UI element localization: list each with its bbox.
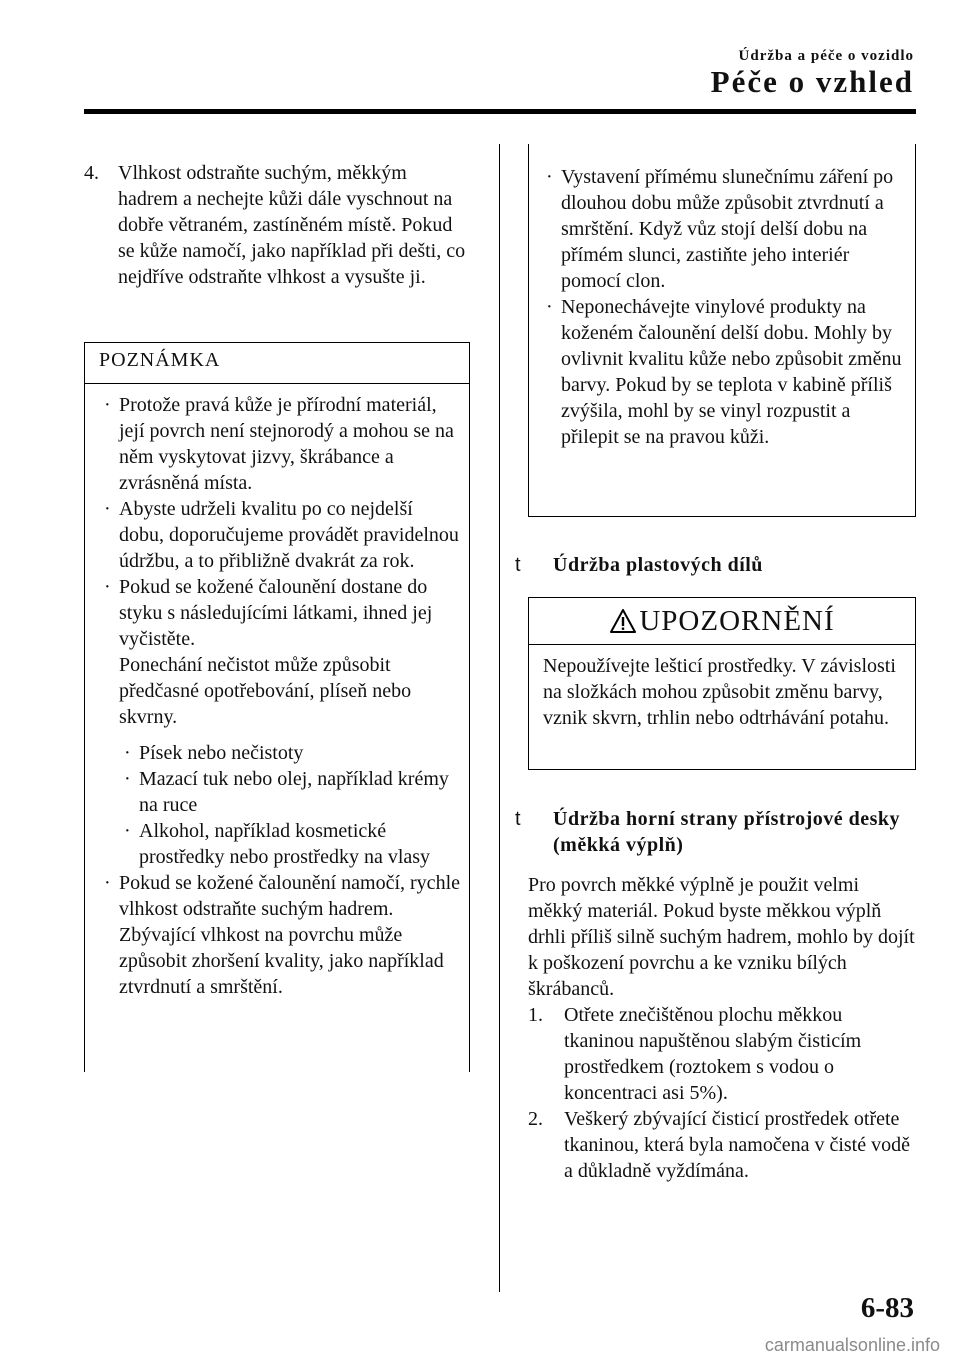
column-divider	[499, 144, 500, 1292]
step-number: 4.	[84, 162, 99, 184]
section-heading-dashboard	[515, 806, 915, 858]
note-box-continued	[528, 144, 916, 517]
section-marker-icon: t	[515, 554, 522, 576]
step-2	[528, 1106, 916, 1184]
note-bullet-text: Pokud se kožené čalounění namočí, rychle vlhkost odstraňte suchým hadrem. Zbývající vlhkost na povrchu může způsobit zhoršení kvality, jako například ztvrdnutí a smrštění.	[119, 872, 460, 998]
note-bullet-text: Vystavení přímému slunečnímu záření po dlouhou dobu může způsobit ztvrdnutí a smrštění. Když vůz stojí delší dobu na přímém slunci, zastiňte jeho interiér pomocí clon.	[561, 166, 894, 292]
bullet-dot: ·	[104, 498, 111, 520]
warning-text: Nepoužívejte lešticí prostředky. V závislosti na složkách mohou způsobit změnu barvy, vznik skvrn, trhlin nebo odtrhávání potahu.	[543, 655, 896, 729]
note-bullet	[541, 164, 905, 294]
note-bullet-text: Neponechávejte vinylové produkty na koženém čalounění delší dobu. Mohly by ovlivnit kvalitu kůže nebo způsobit změnu barvy. Pokud by se teplota v kabině příliš zvýšila, mohl by se vinyl rozpustit a přilepit se na pravou kůži.	[561, 296, 902, 448]
section-title: Údržba plastových dílů	[553, 554, 763, 576]
note-box	[84, 342, 470, 1072]
note-bullet	[99, 870, 461, 1000]
note-title: POZNÁMKA	[85, 343, 469, 384]
step-text: Otřete znečištěnou plochu měkkou tkaninou napuštěnou slabým čisticím prostředkem (roztokem s vodou o koncentraci asi 5%).	[564, 1004, 862, 1104]
warning-box	[528, 597, 916, 770]
note-bullet	[99, 574, 461, 730]
section-title: Údržba horní strany přístrojové desky (měkká výplň)	[553, 808, 901, 856]
warning-title: UPOZORNĚNÍ	[639, 605, 835, 637]
watermark: carmanualsonline.info	[764, 1335, 940, 1355]
bullet-dot: ·	[546, 166, 553, 188]
bullet-dot: ·	[104, 872, 111, 894]
bullet-dot: ·	[124, 820, 131, 842]
note-sub-text: Alkohol, například kosmetické prostředky nebo prostředky na vlasy	[139, 820, 431, 868]
note-bullet-extra: Ponechání nečistot může způsobit předčasné opotřebování, plíseň nebo skvrny.	[119, 654, 412, 728]
page-title: Péče o vzhled	[710, 64, 914, 99]
dashboard-care-text	[528, 872, 916, 1184]
section-marker-icon: t	[515, 808, 522, 830]
step-number: 2.	[528, 1108, 543, 1130]
note-body	[85, 384, 469, 1000]
note-bullet-text: Abyste udrželi kvalitu po co nejdelší dobu, doporučujeme provádět pravidelnou údržbu, a to přibližně dvakrát za rok.	[119, 498, 459, 572]
bullet-dot: ·	[546, 296, 553, 318]
step-text: Vlhkost odstraňte suchým, měkkým hadrem a nechejte kůži dále vyschnout na dobře větraném, zastíněném místě. Pokud se kůže namočí, jako například při dešti, co nejdříve odstraňte vlhkost a vysušte ji.	[118, 162, 466, 288]
chapter-title: Údržba a péče o vozidlo	[738, 48, 914, 64]
page-number: 6-83	[860, 1292, 914, 1324]
note-bullet	[541, 294, 905, 450]
bullet-dot: ·	[104, 576, 111, 598]
step-number: 1.	[528, 1004, 543, 1026]
note-sub-text: Písek nebo nečistoty	[139, 742, 304, 764]
bullet-dot: ·	[124, 742, 131, 764]
note-sub-bullet	[119, 740, 461, 766]
step-text: Veškerý zbývající čisticí prostředek otřete tkaninou, která byla namočena v čisté vodě a důkladně vyždímána.	[564, 1108, 910, 1182]
section-heading-plastic	[515, 552, 915, 578]
warning-triangle-icon	[609, 608, 637, 634]
note-bullet	[99, 392, 461, 496]
note-bullet-text: Protože pravá kůže je přírodní materiál, její povrch není stejnorodý a mohou se na něm vyskytovat jizvy, škrábance a zvrásněná místa.	[119, 394, 454, 494]
left-column	[84, 160, 470, 290]
note-sub-bullet	[119, 766, 461, 818]
note-sub-text: Mazací tuk nebo olej, například krémy na ruce	[139, 768, 449, 816]
warning-header	[529, 598, 915, 645]
intro-paragraph: Pro povrch měkké výplně je použit velmi měkký materiál. Pokud byste měkkou výplň drhli příliš silně suchým hadrem, mohlo by dojít k poškození povrchu a ke vzniku bílých škrábanců.	[528, 874, 915, 1000]
note-bullet	[99, 496, 461, 574]
note-bullet-text: Pokud se kožené čalounění dostane do styku s následujícími látkami, ihned jej vyčistěte.	[119, 576, 433, 650]
note-sub-bullet	[119, 818, 461, 870]
step-4	[84, 160, 470, 290]
header-rule	[84, 109, 916, 114]
step-1	[528, 1002, 916, 1106]
bullet-dot: ·	[124, 768, 131, 790]
bullet-dot: ·	[104, 394, 111, 416]
